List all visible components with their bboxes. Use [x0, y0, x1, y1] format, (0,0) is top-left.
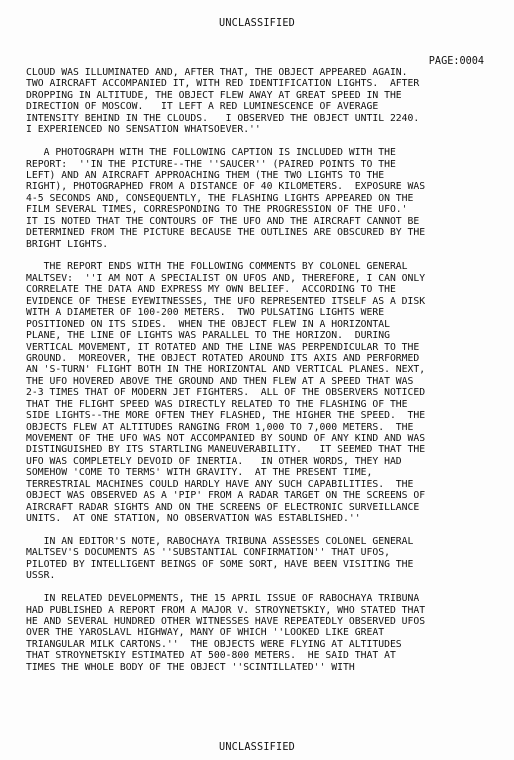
paragraph	[26, 147, 506, 250]
text-line: A PHOTOGRAPH WITH THE FOLLOWING CAPTION IS INCLUDED WITH THE	[26, 147, 396, 159]
text-line: THE UFO HOVERED ABOVE THE GROUND AND THEN FLEW AT A SPEED THAT WAS	[26, 375, 414, 387]
text-line: DIRECTION OF MOSCOW. IT LEFT A RED LUMINESCENCE OF AVERAGE	[26, 101, 379, 113]
text-line: 2-3 TIMES THAT OF MODERN JET FIGHTERS. ALL OF THE OBSERVERS NOTICED	[26, 387, 426, 399]
paragraph	[26, 536, 506, 582]
classification-footer: UNCLASSIFIED	[218, 742, 295, 753]
text-line: PLANE, THE LINE OF LIGHTS WAS PARALLEL TO THE HORIZON. DURING	[26, 330, 390, 342]
text-line: UFO WAS COMPLETELY DEVOID OF INERTIA. IN OTHER WORDS, THEY HAD	[26, 455, 402, 467]
text-line: AIRCRAFT RADAR SIGHTS AND ON THE SCREENS OF ELECTRONIC SURVEILLANCE	[26, 501, 420, 513]
text-line: IN RELATED DEVELOPMENTS, THE 15 APRIL ISSUE OF RABOCHAYA TRIBUNA	[26, 593, 420, 605]
text-line: PILOTED BY INTELLIGENT BEINGS OF SOME SORT, HAVE BEEN VISITING THE	[26, 558, 414, 570]
document-body	[26, 67, 506, 685]
text-line: THAT STROYNETSKIY ESTIMATED AT 500-800 METERS. HE SAID THAT AT	[26, 650, 396, 662]
text-line: INTENSITY BEHIND IN THE CLOUDS. I OBSERVED THE OBJECT UNTIL 2240.	[26, 112, 420, 124]
text-line: OVER THE YAROSLAVL HIGHWAY, MANY OF WHICH ''LOOKED LIKE GREAT	[26, 627, 385, 639]
text-line: BRIGHT LIGHTS.	[26, 238, 109, 250]
text-line: TRIANGULAR MILK CARTONS.'' THE OBJECTS WERE FLYING AT ALTITUDES	[26, 638, 402, 650]
text-line: DISTINGUISHED BY ITS STARTLING MANEUVERABILITY. IT SEEMED THAT THE	[26, 444, 426, 456]
text-line: FILM SEVERAL TIMES, CORRESPONDING TO THE PROGRESSION OF THE UFO.'	[26, 204, 408, 216]
classification-header: UNCLASSIFIED	[218, 18, 295, 29]
text-line: IN AN EDITOR'S NOTE, RABOCHAYA TRIBUNA ASSESSES COLONEL GENERAL	[26, 535, 414, 547]
text-line: TERRESTRIAL MACHINES COULD HARDLY HAVE ANY SUCH CAPABILITIES. THE	[26, 478, 414, 490]
text-line: LEFT) AND AN AIRCRAFT APPROACHING THEM (THE TWO LIGHTS TO THE	[26, 169, 385, 181]
text-line: CLOUD WAS ILLUMINATED AND, AFTER THAT, THE OBJECT APPEARED AGAIN.	[26, 67, 408, 78]
text-line: POSITIONED ON ITS SIDES. WHEN THE OBJECT FLEW IN A HORIZONTAL	[26, 318, 390, 330]
text-line: THE REPORT ENDS WITH THE FOLLOWING COMMENTS BY COLONEL GENERAL	[26, 261, 408, 273]
text-line: OBJECTS FLEW AT ALTITUDES RANGING FROM 1,000 TO 7,000 METERS. THE	[26, 421, 414, 433]
text-line: CORRELATE THE DATA AND EXPRESS MY OWN BELIEF. ACCORDING TO THE	[26, 284, 396, 296]
text-line: UNITS. AT ONE STATION, NO OBSERVATION WAS ESTABLISHED.''	[26, 513, 361, 525]
text-line: TIMES THE WHOLE BODY OF THE OBJECT ''SCINTILLATED'' WITH	[26, 661, 355, 673]
text-line: DETERMINED FROM THE PICTURE BECAUSE THE OUTLINES ARE OBSCURED BY THE	[26, 227, 426, 239]
text-line: MALTSEV'S DOCUMENTS AS ''SUBSTANTIAL CONFIRMATION'' THAT UFOS,	[26, 547, 390, 559]
text-line: SIDE LIGHTS--THE MORE OFTEN THEY FLASHED, THE HIGHER THE SPEED. THE	[26, 410, 426, 422]
paragraph	[26, 261, 506, 524]
text-line: HAD PUBLISHED A REPORT FROM A MAJOR V. STROYNETSKIY, WHO STATED THAT	[26, 604, 426, 616]
text-line: VERTICAL MOVEMENT, IT ROTATED AND THE LINE WAS PERPENDICULAR TO THE	[26, 341, 420, 353]
text-line: SOMEHOW 'COME TO TERMS' WITH GRAVITY. AT THE PRESENT TIME,	[26, 467, 373, 479]
text-line: THAT THE FLIGHT SPEED WAS DIRECTLY RELATED TO THE FLASHING OF THE	[26, 398, 408, 410]
paragraph	[26, 67, 506, 136]
text-line: REPORT: ''IN THE PICTURE--THE ''SAUCER'' (PAIRED POINTS TO THE	[26, 158, 396, 170]
text-line: AN 'S-TURN' FLIGHT BOTH IN THE HORIZONTAL AND VERTICAL PLANES. NEXT,	[26, 364, 426, 376]
text-line: DROPPING IN ALTITUDE, THE OBJECT FLEW AWAY AT GREAT SPEED IN THE	[26, 89, 402, 101]
text-line: GROUND. MOREOVER, THE OBJECT ROTATED AROUND ITS AXIS AND PERFORMED	[26, 352, 420, 364]
text-line: MALTSEV: ''I AM NOT A SPECIALIST ON UFOS AND, THEREFORE, I CAN ONLY	[26, 272, 426, 284]
text-line: MOVEMENT OF THE UFO WAS NOT ACCOMPANIED BY SOUND OF ANY KIND AND WAS	[26, 433, 426, 444]
text-line: 4-5 SECONDS AND, CONSEQUENTLY, THE FLASHING LIGHTS APPEARED ON THE	[26, 192, 414, 204]
text-line: RIGHT), PHOTOGRAPHED FROM A DISTANCE OF 40 KILOMETERS. EXPOSURE WAS	[26, 181, 426, 193]
text-line: USSR.	[26, 570, 56, 582]
text-line: TWO AIRCRAFT ACCOMPANIED IT, WITH RED IDENTIFICATION LIGHTS. AFTER	[26, 78, 420, 90]
text-line: IT IS NOTED THAT THE CONTOURS OF THE UFO AND THE AIRCRAFT CANNOT BE	[26, 215, 420, 227]
page-number: PAGE:0004	[428, 56, 484, 67]
text-line: EVIDENCE OF THESE EYEWITNESSES, THE UFO REPRESENTED ITSELF AS A DISK	[26, 295, 426, 307]
text-line: WITH A DIAMETER OF 100-200 METERS. TWO PULSATING LIGHTS WERE	[26, 307, 385, 319]
text-line: OBJECT WAS OBSERVED AS A 'PIP' FROM A RADAR TARGET ON THE SCREENS OF	[26, 490, 426, 502]
text-line: I EXPERIENCED NO SENSATION WHATSOEVER.''	[26, 124, 261, 136]
paragraph	[26, 593, 506, 673]
text-line: HE AND SEVERAL HUNDRED OTHER WITNESSES HAVE REPEATEDLY OBSERVED UFOS	[26, 616, 426, 627]
